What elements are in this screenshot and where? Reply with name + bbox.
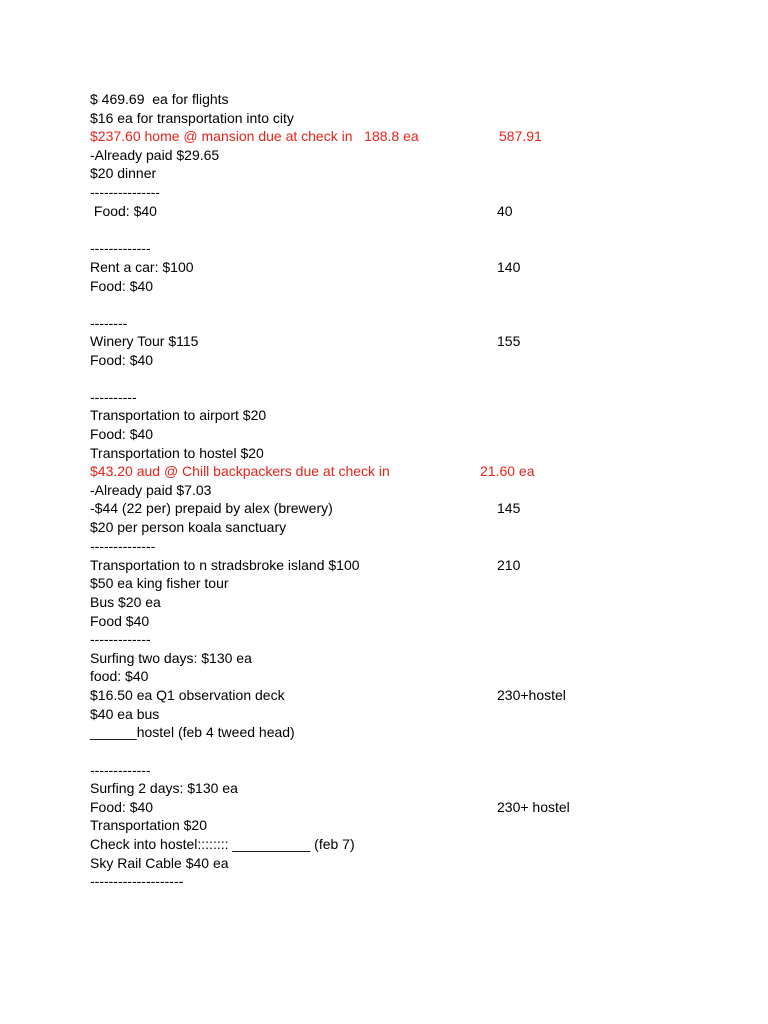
total-brewery: 145 xyxy=(497,500,521,516)
line-food-5: Food $40 xyxy=(90,613,150,629)
total-chill-backpackers: 21.60 ea xyxy=(480,463,535,479)
divider-3: -------- xyxy=(90,315,128,331)
line-surfing-2: Surfing 2 days: $130 ea xyxy=(90,780,238,796)
line-food-2: Food: $40 xyxy=(90,278,154,294)
line-chill-backpackers: $43.20 aud @ Chill backpackers due at check in xyxy=(90,463,390,479)
line-food-1: Food: $40 xyxy=(90,203,157,219)
line-surfing-1: Surfing two days: $130 ea xyxy=(90,650,252,666)
total-q1-deck: 230+hostel xyxy=(497,687,566,703)
line-prepaid-brewery: -$44 (22 per) prepaid by alex (brewery) xyxy=(90,500,333,516)
divider-2: ------------- xyxy=(90,240,151,256)
divider-8: -------------------- xyxy=(90,873,184,889)
line-kingfisher: $50 ea king fisher tour xyxy=(90,575,229,591)
line-food-7: Food: $40 xyxy=(90,799,154,815)
divider-7: ------------- xyxy=(90,762,151,778)
total-winery: 155 xyxy=(497,333,521,349)
line-bus-2: $40 ea bus xyxy=(90,706,160,722)
line-food-4: Food: $40 xyxy=(90,426,154,442)
line-q1-deck: $16.50 ea Q1 observation deck xyxy=(90,687,285,703)
line-flights: $ 469.69 ea for flights xyxy=(90,91,229,107)
line-transport: Transportation $20 xyxy=(90,817,207,833)
line-dinner: $20 dinner xyxy=(90,165,157,181)
line-transport-city: $16 ea for transportation into city xyxy=(90,110,294,126)
line-stradbroke: Transportation to n stradsbroke island $100 xyxy=(90,557,360,573)
divider-4: ---------- xyxy=(90,389,137,405)
line-bus-1: Bus $20 ea xyxy=(90,594,161,610)
line-check-hostel: Check into hostel:::::::: __________ (feb 7) xyxy=(90,836,355,852)
total-surfing-2: 230+ hostel xyxy=(497,799,570,815)
line-rent-car: Rent a car: $100 xyxy=(90,259,194,275)
line-hostel-tweed: ______hostel (feb 4 tweed head) xyxy=(90,724,295,740)
total-stradbroke: 210 xyxy=(497,557,521,573)
line-food-6: food: $40 xyxy=(90,668,149,684)
total-food-1: 40 xyxy=(497,203,513,219)
line-already-paid-2: -Already paid $7.03 xyxy=(90,482,212,498)
total-rent-car: 140 xyxy=(497,259,521,275)
line-koala: $20 per person koala sanctuary xyxy=(90,519,287,535)
divider-6: ------------- xyxy=(90,631,151,647)
line-sky-rail: Sky Rail Cable $40 ea xyxy=(90,855,229,871)
line-food-3: Food: $40 xyxy=(90,352,154,368)
line-mansion: $237.60 home @ mansion due at check in 188.8 ea xyxy=(90,128,419,144)
line-already-paid-1: -Already paid $29.65 xyxy=(90,147,220,163)
divider-1: --------------- xyxy=(90,184,160,200)
divider-5: -------------- xyxy=(90,538,156,554)
line-winery: Winery Tour $115 xyxy=(90,333,199,349)
total-mansion: 587.91 xyxy=(499,128,542,144)
line-transport-hostel: Transportation to hostel $20 xyxy=(90,445,264,461)
line-transport-airport: Transportation to airport $20 xyxy=(90,407,267,423)
